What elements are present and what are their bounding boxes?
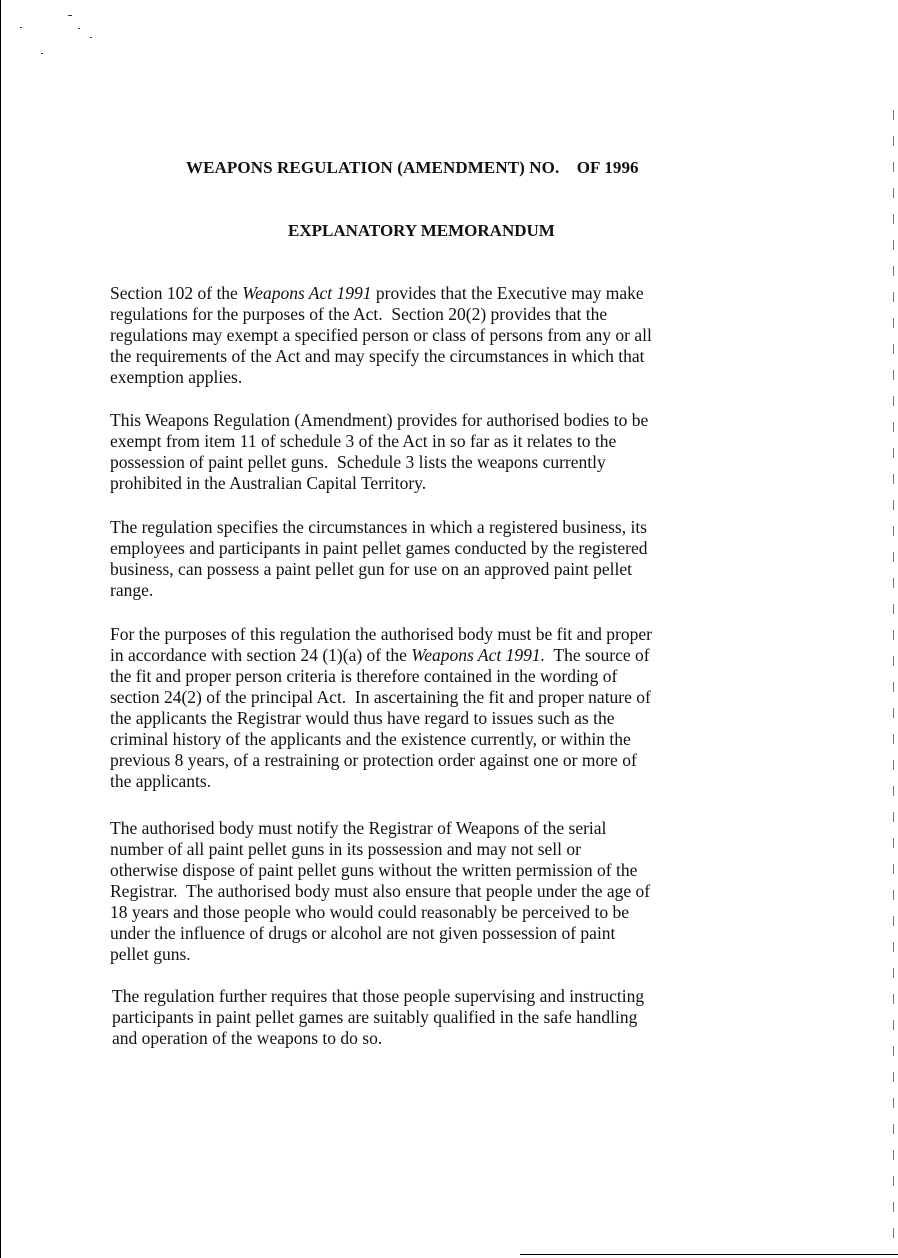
text-run: Registrar. The authorised body must also ensure that people under the age of [110, 881, 651, 901]
text-run: previous 8 years, of a restraining or protection order against one or more of [110, 750, 637, 770]
body-paragraph [110, 283, 790, 388]
text-run: exemption applies. [110, 367, 243, 387]
text-run: in accordance with section 24 (1)(a) of the [110, 645, 412, 665]
text-run: the applicants. [110, 771, 212, 791]
body-paragraph [110, 624, 790, 792]
text-run: range. [110, 580, 154, 600]
text-run: and operation of the weapons to do so. [112, 1028, 383, 1048]
paragraph-line [110, 346, 790, 367]
paragraph-line [112, 1007, 790, 1028]
scan-right-margin-marks [893, 110, 894, 1250]
paragraph-line [110, 902, 790, 923]
paragraph-line [110, 860, 790, 881]
paragraph-line [110, 771, 790, 792]
scan-left-border [0, 0, 1, 1258]
scan-speck [41, 53, 43, 54]
paragraph-line [110, 729, 790, 750]
text-run: participants in paint pellet games are suitably qualified in the safe handling [112, 1007, 638, 1027]
paragraph-line [110, 750, 790, 771]
paragraph-line [110, 473, 790, 494]
paragraph-line [110, 624, 790, 645]
scan-speck [90, 37, 92, 38]
text-run: For the purposes of this regulation the authorised body must be fit and proper [110, 624, 652, 644]
text-run: criminal history of the applicants and the existence currently, or within the [110, 729, 631, 749]
paragraph-line [110, 367, 790, 388]
paragraph-line [110, 304, 790, 325]
text-run: regulations may exempt a specified person or class of persons from any or all [110, 325, 652, 345]
paragraph-line [112, 986, 790, 1007]
text-run: the applicants the Registrar would thus have regard to issues such as the [110, 708, 615, 728]
text-run: The regulation specifies the circumstances in which a registered business, its [110, 517, 647, 537]
text-run: employees and participants in paint pellet games conducted by the registered [110, 538, 648, 558]
text-run: provides that the Executive may make [371, 283, 644, 303]
paragraph-line [110, 431, 790, 452]
paragraph-line [110, 818, 790, 839]
body-paragraph [110, 517, 790, 601]
text-run: This Weapons Regulation (Amendment) provides for authorised bodies to be [110, 410, 649, 430]
paragraph-line [110, 283, 790, 304]
text-run: number of all paint pellet guns in its possession and may not sell or [110, 839, 581, 859]
paragraph-line [110, 325, 790, 346]
text-run: exempt from item 11 of schedule 3 of the Act in so far as it relates to the [110, 431, 617, 451]
paragraph-line [110, 923, 790, 944]
text-run: section 24(2) of the principal Act. In ascertaining the fit and proper nature of [110, 687, 651, 707]
memorandum-heading: EXPLANATORY MEMORANDUM [288, 221, 555, 240]
body-paragraph [110, 818, 790, 965]
regulation-title: WEAPONS REGULATION (AMENDMENT) NO. OF 1996 [186, 158, 639, 177]
text-run: Section 102 of the [110, 283, 243, 303]
paragraph-line [110, 666, 790, 687]
text-run: The source of [544, 645, 650, 665]
body-paragraph [112, 986, 790, 1049]
text-run: prohibited in the Australian Capital Territory. [110, 473, 427, 493]
text-run: the fit and proper person criteria is therefore contained in the wording of [110, 666, 618, 686]
paragraph-line [110, 538, 790, 559]
paragraph-line [110, 708, 790, 729]
scan-speck [20, 27, 22, 28]
text-run: business, can possess a paint pellet gun for use on an approved paint pellet [110, 559, 632, 579]
scan-speck [68, 15, 72, 16]
text-run: possession of paint pellet guns. Schedule 3 lists the weapons currently [110, 452, 606, 472]
text-run: pellet guns. [110, 944, 191, 964]
paragraph-line [110, 410, 790, 431]
paragraph-line [110, 645, 790, 666]
text-run: the requirements of the Act and may specify the circumstances in which that [110, 346, 645, 366]
paragraph-line [110, 944, 790, 965]
text-run: The authorised body must notify the Registrar of Weapons of the serial [110, 818, 607, 838]
text-run: otherwise dispose of paint pellet guns without the written permission of the [110, 860, 638, 880]
memorandum-body [110, 283, 790, 1069]
paragraph-line [110, 559, 790, 580]
paragraph-line [110, 580, 790, 601]
paragraph-line [110, 452, 790, 473]
text-run: 18 years and those people who would could reasonably be perceived to be [110, 902, 630, 922]
body-paragraph [110, 410, 790, 494]
text-run: under the influence of drugs or alcohol are not given possession of paint [110, 923, 616, 943]
act-citation: Weapons Act 1991. [411, 645, 545, 665]
scan-speck [78, 28, 80, 29]
paragraph-line [110, 839, 790, 860]
paragraph-line [110, 881, 790, 902]
paragraph-line [110, 687, 790, 708]
paragraph-line [112, 1028, 790, 1049]
text-run: regulations for the purposes of the Act. Section 20(2) provides that the [110, 304, 608, 324]
scan-bottom-border [520, 1254, 898, 1255]
text-run: The regulation further requires that those people supervising and instructing [112, 986, 645, 1006]
paragraph-line [110, 517, 790, 538]
act-citation: Weapons Act 1991 [242, 283, 372, 303]
